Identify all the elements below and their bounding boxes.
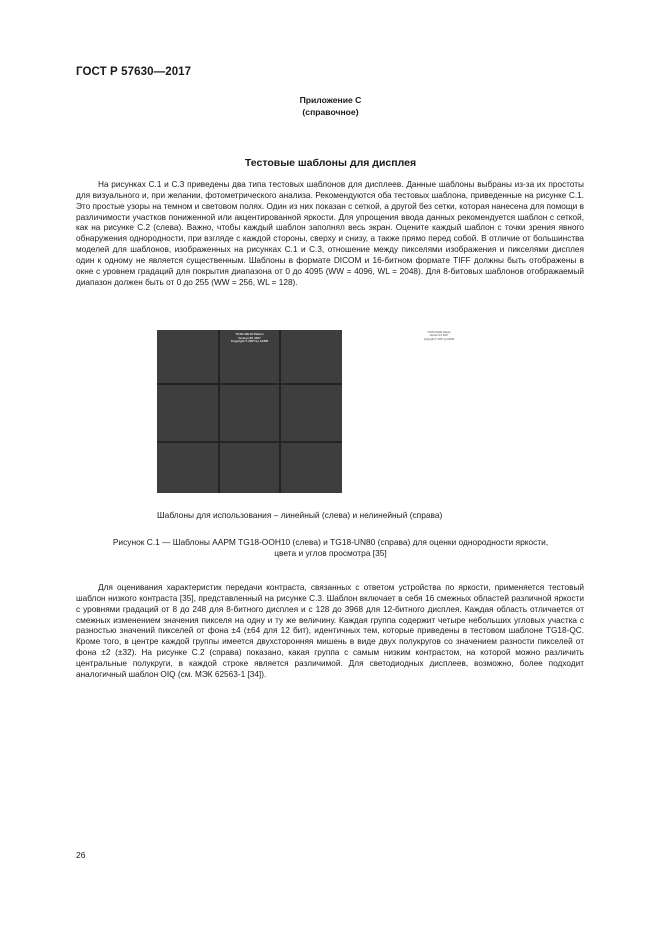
appendix-heading bbox=[0, 94, 661, 118]
paragraph-text: Для оценивания характеристик передачи контраста, связанных с ответом устройства по яркости, применяется тестовый шаблон низкого контраста [35], представленный на рисунке С.3. Шаблон включает в себя 16 смежных областей различной яркости с уровнями градаций от 8 до 248 для 8-битного дисплея и с 128 до 3968 для 12-битного дисплея. Каждая область отличается от смежных изменением значения пикселя на одну и ту же величину. Каждая группа содержит четыре небольших угловых участка с разностью значений пикселей от фона ±4 (±64 для 12 бит), идентичных тем, которые приведены в тестовом шаблоне TG18-QC. Кроме того, в центре каждой группы имеется двухсторонняя мишень в виде двух полукругов со значением разности пикселей от фона ±2 (±32). На рисунке С.2 (справа) показано, какая группа с самым низким контрастом, на которой можно различить центральные полукруги, в каждой строке является различимой. Для светодиодных дисплеев, возможно, более подходит аналогичный шаблон OIQ (см. МЭК 62563-1 [34]). bbox=[76, 583, 584, 679]
document-header: ГОСТ Р 57630—2017 bbox=[76, 66, 192, 78]
pattern-label-right: TG18-UNL80 Pattern Version 8/1 2007 Copyright © 2007 by AAPM bbox=[423, 331, 455, 341]
test-pattern-linear-image bbox=[157, 330, 342, 493]
pattern-label-left: TG18-UNL10 Pattern Version 8/1 2007 Copyright © 2007 by AAPM bbox=[230, 332, 269, 344]
appendix-subtitle: (справочное) bbox=[302, 107, 359, 117]
figure-caption: Рисунок С.1 — Шаблоны AAPM TG18-OOH10 (слева) и TG18-UN80 (справа) для оценки однородности яркости, цвета и углов просмотра [35] bbox=[112, 537, 549, 558]
paragraph-intro bbox=[76, 180, 584, 288]
page-number: 26 bbox=[76, 850, 86, 860]
test-pattern-nonlinear-image bbox=[416, 331, 462, 347]
appendix-title: Приложение С bbox=[299, 95, 362, 105]
paragraph-text: На рисунках С.1 и С.3 приведены два типа тестовых шаблонов для дисплеев. Данные шаблоны выбраны из-за их простоты для визуального и, при желании, фотометрического анализа. Рекомендуются оба тестовых шаблона, приведенные на рисунке С.1. Это простые узоры на темном и световом полях. Один из них показан с сеткой, а другой без сетки, которая нанесена для помощи в различимости участков пониженной или акцентированной яркости. Для упрощения ввода данных рекомендуется шаблон с сеткой, как на рисунке С.2 (слева). Важно, чтобы каждый шаблон заполнял весь экран. Оцените каждый шаблон с точки зрения явного обнаружения однородности, при взгляде с каждой стороны, сверху и снизу, а также прямо перед собой. В отличие от большинства моделей для шаблонов, изображенных на рисунках С.1 и С.3, отношение между пикселями изображения и пикселями дисплея один к одному не является существенным. Шаблоны в формате DICOM и 16-битном формате TIFF должны быть отображены в окне с уровнем градаций для покрытия диапазона от 0 до 4095 (WW = 4096, WL = 2048). Для 8-битовых шаблонов отображаемый диапазон должен быть от 0 до 255 (WW = 256, WL = 128). bbox=[76, 180, 584, 287]
figure-subcaption: Шаблоны для использования – линейный (слева) и нелинейный (справа) bbox=[157, 510, 443, 520]
paragraph-contrast bbox=[76, 583, 584, 681]
section-title: Тестовые шаблоны для дисплея bbox=[244, 157, 417, 169]
